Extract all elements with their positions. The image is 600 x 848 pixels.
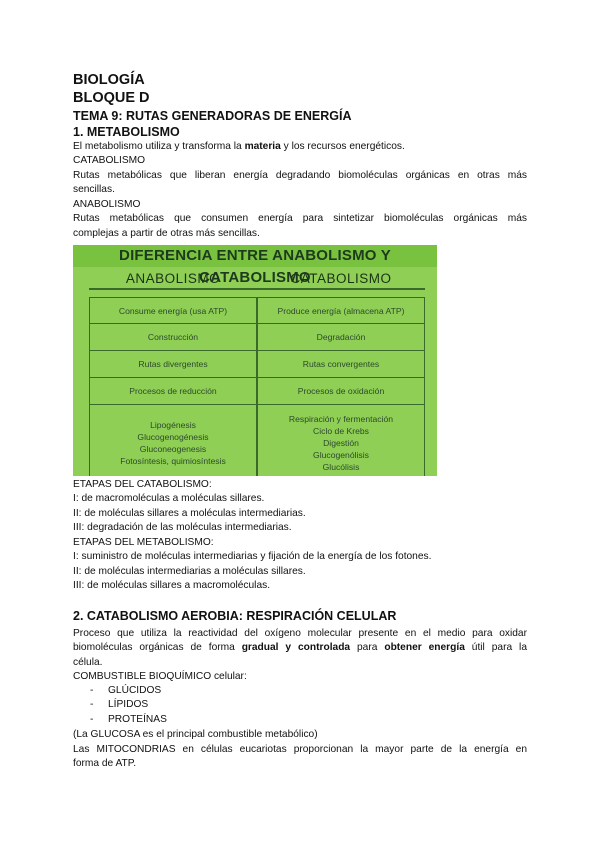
mitocondrias-line1: Las MITOCONDRIAS en células eucariotas proporcionan la mayor parte de la energía en (73, 744, 527, 755)
section2-heading: 2. CATABOLISMO AEROBIA: RESPIRACIÓN CELULAR (73, 609, 397, 623)
list-item: - GLÚCIDOS (90, 685, 162, 696)
metabolismo-intro: El metabolismo utiliza y transforma la materia y los recursos energéticos. (73, 141, 405, 152)
list-item: I: de macromoléculas a moléculas sillares. (73, 493, 265, 504)
anabolismo-column (89, 269, 257, 476)
table-cell: Rutas divergentes (89, 351, 257, 378)
anabolismo-column-header: ANABOLISMO (89, 269, 257, 290)
table-cell: Construcción (89, 324, 257, 351)
catabolismo-column-header: CATABOLISMO (257, 269, 425, 290)
table-cell: Respiración y fermentación Ciclo de Krebs Digestión Glucogenólisis Glucólisis (257, 405, 425, 476)
topic-title: TEMA 9: RUTAS GENERADORAS DE ENERGÍA (73, 109, 352, 123)
list-item: II: de moléculas intermediarias a moléculas sillares. (73, 566, 306, 577)
subject-title: BIOLOGÍA (73, 72, 145, 88)
respiracion-line3: célula. (73, 657, 103, 668)
anabolismo-def-line2: complejas a partir de otras más sencillas. (73, 228, 260, 239)
catabolismo-column (257, 269, 425, 476)
materia-bold: materia (244, 141, 281, 152)
respiracion-line2: biomoléculas orgánicas de forma gradual y controlada para obtener energía útil para la (73, 642, 527, 653)
table-cell: Lipogénesis Glucogenogénesis Gluconeogenesis Fotosíntesis, quimiosíntesis (89, 405, 257, 476)
table-cell: Procesos de reducción (89, 378, 257, 405)
catabolismo-label: CATABOLISMO (73, 155, 146, 166)
respiracion-line1: Proceso que utiliza la reactividad del oxígeno molecular presente en el medio para oxidar (73, 628, 527, 639)
table-cell: Rutas convergentes (257, 351, 425, 378)
glucosa-note: (La GLUCOSA es el principal combustible metabólico) (73, 729, 318, 740)
block-title: BLOQUE D (73, 90, 150, 106)
comparison-table-image (73, 245, 437, 476)
etapas-catabolismo-title: ETAPAS DEL CATABOLISMO: (73, 479, 212, 490)
catabolismo-def-line2: sencillas. (73, 184, 115, 195)
mitocondrias-line2: forma de ATP. (73, 758, 137, 769)
catabolismo-def-line1: Rutas metabólicas que liberan energía degradando biomoléculas orgánicas en otras más (73, 170, 527, 181)
list-item: - PROTEÍNAS (90, 714, 167, 725)
list-item: III: degradación de las moléculas intermediarias. (73, 522, 292, 533)
list-item: II: de moléculas sillares a moléculas intermediarias. (73, 508, 306, 519)
table-cell: Degradación (257, 324, 425, 351)
list-item: - LÍPIDOS (90, 699, 149, 710)
anabolismo-label: ANABOLISMO (73, 199, 141, 210)
combustible-label: COMBUSTIBLE BIOQUÍMICO celular: (73, 671, 247, 682)
anabolismo-def-line1: Rutas metabólicas que consumen energía para sintetizar biomoléculas orgánicas más (73, 213, 527, 224)
section1-heading: 1. METABOLISMO (73, 125, 180, 139)
table-cell: Procesos de oxidación (257, 378, 425, 405)
table-cell: Consume energía (usa ATP) (89, 297, 257, 324)
list-item: III: de moléculas sillares a macromoléculas. (73, 580, 271, 591)
table-cell: Produce energía (almacena ATP) (257, 297, 425, 324)
list-item: I: suministro de moléculas intermediarias y fijación de la energía de los fotones. (73, 551, 432, 562)
etapas-metabolismo-title: ETAPAS DEL METABOLISMO: (73, 537, 214, 548)
comparison-table-title: DIFERENCIA ENTRE ANABOLISMO Y CATABOLISMO (73, 245, 437, 267)
